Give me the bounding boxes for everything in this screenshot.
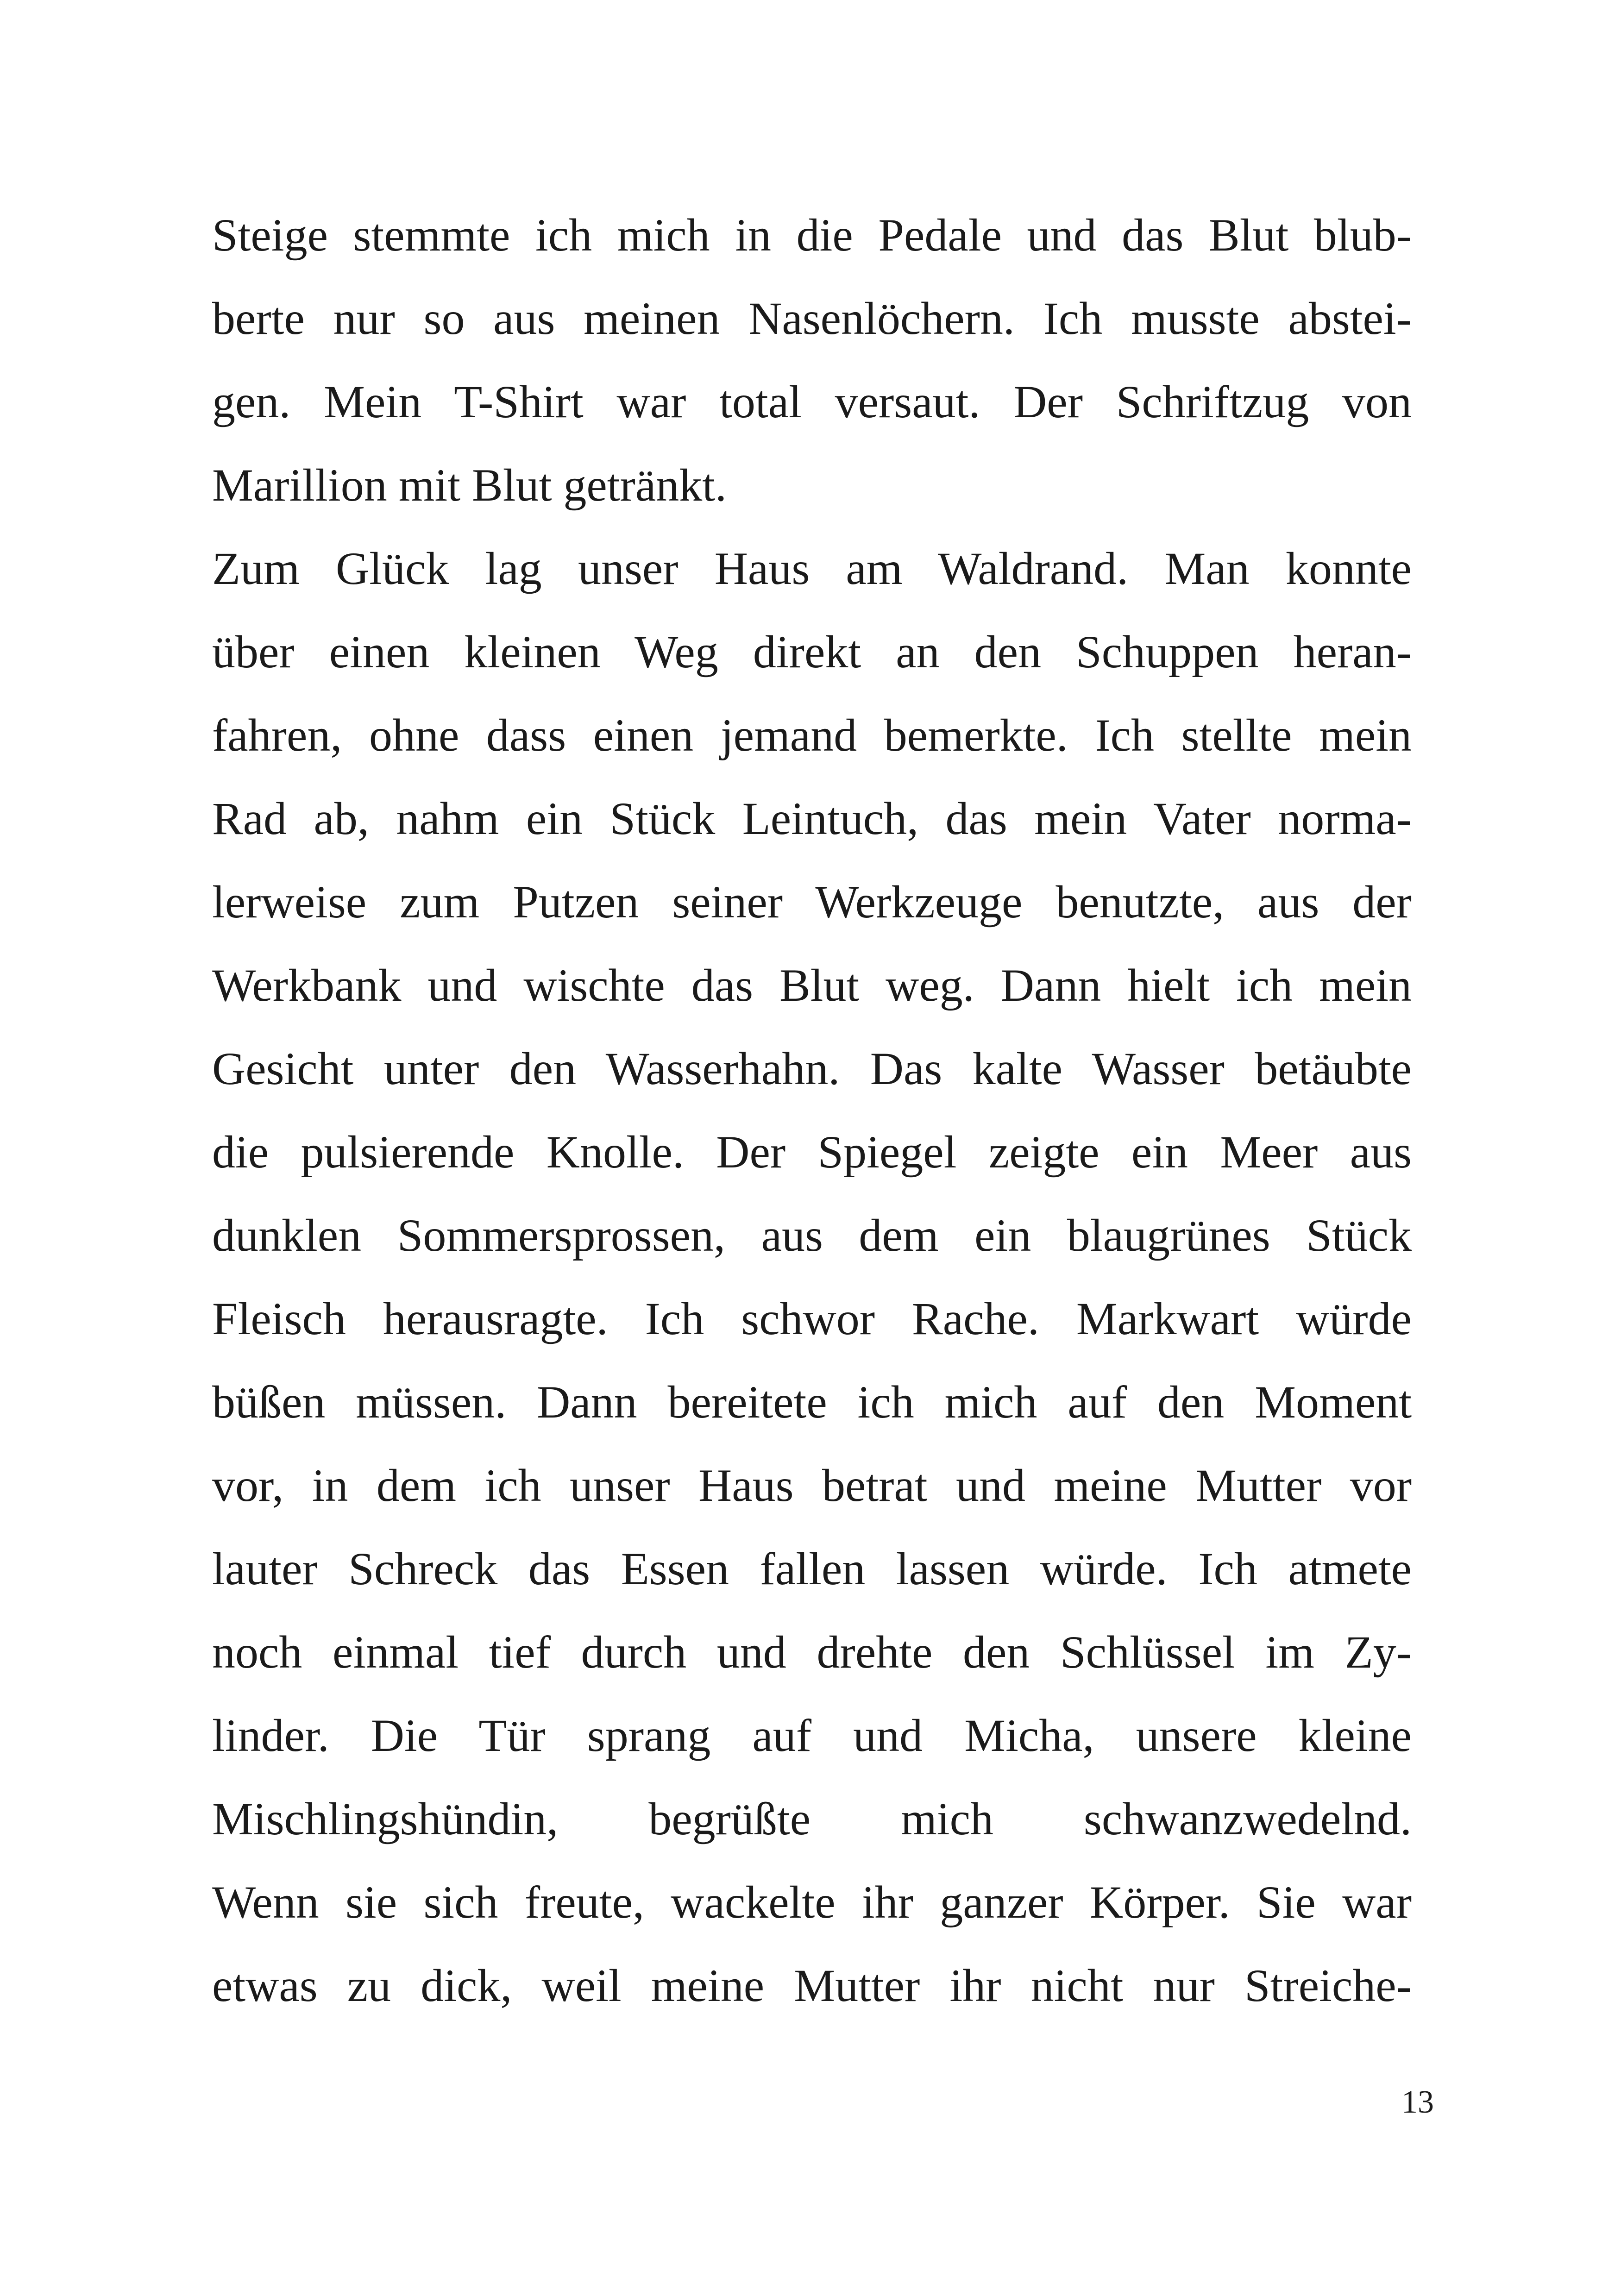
text-line: die pulsierende Knolle. Der Spiegel zeigte ein Meer aus	[212, 1126, 1412, 1178]
text-line: Mischlingshündin, begrüßte mich schwanzwedelnd.	[212, 1793, 1412, 1844]
text-line: vor, in dem ich unser Haus betrat und meine Mutter vor	[212, 1460, 1412, 1511]
text-line: Marillion mit Blut getränkt.	[212, 459, 727, 511]
text-line: Werkbank und wischte das Blut weg. Dann hielt ich mein	[212, 960, 1412, 1011]
text-line: dunklen Sommersprossen, aus dem ein blaugrünes Stück	[212, 1210, 1412, 1261]
text-line: Wenn sie sich freute, wackelte ihr ganzer Körper. Sie war	[212, 1876, 1412, 1928]
text-line: Fleisch herausragte. Ich schwor Rache. Markwart würde	[212, 1293, 1412, 1344]
text-line: büßen müssen. Dann bereitete ich mich auf den Moment	[212, 1376, 1412, 1428]
page-number: 13	[1401, 2084, 1434, 2120]
text-line: Gesicht unter den Wasserhahn. Das kalte Wasser betäubte	[212, 1043, 1412, 1094]
text-line: gen. Mein T-Shirt war total versaut. Der Schriftzug von	[212, 376, 1412, 427]
text-line: noch einmal tief durch und drehte den Schlüssel im Zy-	[212, 1626, 1412, 1678]
text-line: linder. Die Tür sprang auf und Micha, unsere kleine	[212, 1710, 1412, 1761]
text-line: etwas zu dick, weil meine Mutter ihr nicht nur Streiche-	[212, 1960, 1412, 2011]
body-text	[212, 194, 1412, 2027]
text-line: berte nur so aus meinen Nasenlöchern. Ich musste abstei-	[212, 293, 1412, 344]
text-line: fahren, ohne dass einen jemand bemerkte. Ich stellte mein	[212, 709, 1412, 761]
text-line: Zum Glück lag unser Haus am Waldrand. Man konnte	[212, 543, 1412, 594]
text-line: Steige stemmte ich mich in die Pedale und das Blut blub-	[212, 209, 1412, 261]
text-line: Rad ab, nahm ein Stück Leintuch, das mein Vater norma-	[212, 793, 1412, 844]
text-line: über einen kleinen Weg direkt an den Schuppen heran-	[212, 626, 1412, 678]
text-line: lauter Schreck das Essen fallen lassen würde. Ich atmete	[212, 1543, 1412, 1594]
text-line: lerweise zum Putzen seiner Werkzeuge benutzte, aus der	[212, 876, 1412, 928]
